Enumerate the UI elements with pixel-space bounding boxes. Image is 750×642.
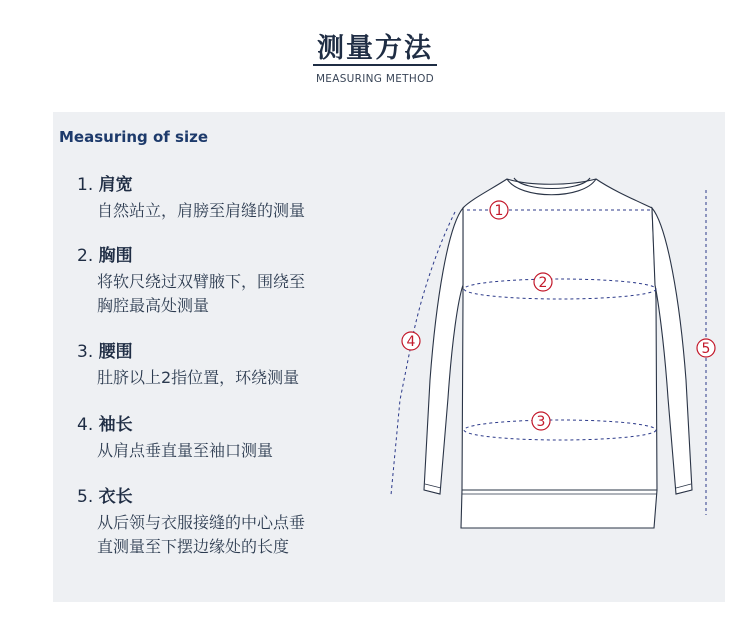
- item-number: 4.: [77, 415, 94, 435]
- sweater-outline: [424, 178, 692, 528]
- item-number: 3.: [77, 342, 94, 362]
- svg-text:5: 5: [701, 341, 711, 357]
- marker-1: [490, 201, 508, 219]
- item-number: 5.: [77, 487, 94, 507]
- svg-text:1: 1: [494, 203, 504, 219]
- item-name: 腰围: [98, 342, 133, 362]
- item-name: 胸围: [98, 246, 133, 266]
- item-description: 自然站立，肩膀至肩缝的测量: [97, 201, 306, 220]
- item-description: 将软尺绕过双臂腋下，围绕至 胸腔最高处测量: [97, 272, 306, 315]
- item-number: 2.: [77, 246, 94, 266]
- item-name: 衣长: [98, 487, 133, 507]
- item-description: 肚脐以上2指位置，环绕测量: [97, 368, 300, 387]
- page-title: 测量方法: [317, 33, 433, 64]
- marker-4: [402, 332, 420, 350]
- item-description: 从肩点垂直量至袖口测量: [97, 441, 274, 460]
- item-name: 肩宽: [98, 175, 133, 195]
- svg-text:2: 2: [538, 275, 548, 291]
- marker-3: [532, 412, 550, 430]
- svg-text:3: 3: [536, 414, 546, 430]
- item-name: 袖长: [98, 415, 133, 435]
- marker-2: [534, 273, 552, 291]
- item-number: 1.: [77, 175, 94, 195]
- marker-5: [697, 339, 715, 357]
- item-description: 从后领与衣服接缝的中心点垂 直测量至下摆边缘处的长度: [97, 513, 306, 556]
- page-subtitle: MEASURING METHOD: [315, 73, 435, 85]
- svg-text:4: 4: [406, 334, 416, 350]
- section-heading: Measuring of size: [59, 128, 209, 146]
